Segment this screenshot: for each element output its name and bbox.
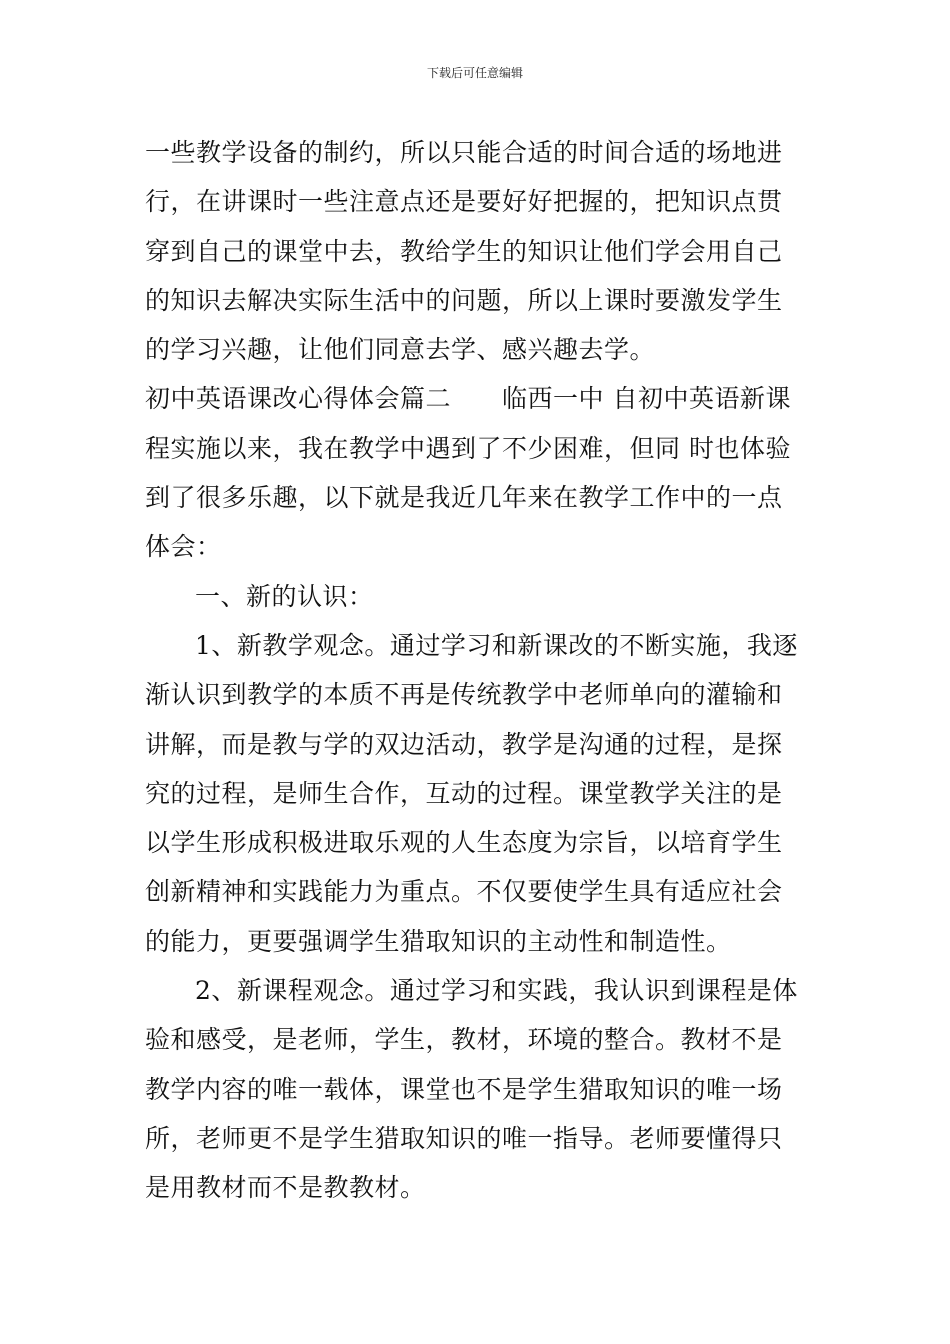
text-line: 程实施以来，我在教学中遇到了不少困难，但同 时也体验: [145, 433, 791, 463]
text-line: 的能力，更要强调学生猎取知识的主动性和制造性。: [145, 926, 732, 956]
text-line: 初中英语课改心得体会篇二 临西一中 自初中英语新课: [145, 384, 791, 414]
document-body: [145, 128, 807, 1213]
text-line: 究的过程，是师生合作，互动的过程。课堂教学关注的是: [145, 778, 783, 808]
text-line: 穿到自己的课堂中去，教给学生的知识让他们学会用自己: [145, 236, 783, 266]
text-line: 以学生形成积极进取乐观的人生态度为宗旨，以培育学生: [145, 828, 783, 858]
text-line: 所，老师更不是学生猎取知识的唯一指导。老师要懂得只: [145, 1123, 783, 1153]
text-line: 一些教学设备的制约，所以只能合适的时间合适的场地进: [145, 138, 783, 167]
text-line: 到了很多乐趣，以下就是我近几年来在教学工作中的一点: [145, 483, 783, 513]
text-line: 是用教材而不是教教材。: [145, 1173, 426, 1203]
text-line: 讲解，而是教与学的双边活动，教学是沟通的过程，是探: [145, 729, 783, 759]
text-line: 1、新教学观念。通过学习和新课改的不断实施，我逐: [195, 630, 798, 660]
text-line: 的知识去解决实际生活中的问题，所以上课时要激发学生: [145, 285, 783, 315]
text-line: 体会：: [145, 532, 222, 562]
text-line: 验和感受，是老师，学生，教材，环境的整合。教材不是: [145, 1025, 783, 1055]
text-line: 教学内容的唯一载体，课堂也不是学生猎取知识的唯一场: [145, 1074, 783, 1104]
text-line: 的学习兴趣，让他们同意去学、感兴趣去学。: [145, 335, 656, 365]
paragraph: [145, 966, 807, 1212]
section-heading: 一、新的认识：: [195, 581, 374, 611]
paragraph: [145, 572, 807, 621]
text-line: 创新精神和实践能力为重点。不仅要使学生具有适应社会: [145, 877, 783, 907]
text-line: 2、新课程观念。通过学习和实践，我认识到课程是体: [195, 976, 798, 1006]
text-line: 渐认识到教学的本质不再是传统教学中老师单向的灌输和: [145, 680, 783, 710]
paragraph: [145, 128, 807, 374]
page-header: 下载后可任意编辑: [426, 66, 523, 80]
paragraph: [145, 374, 807, 571]
paragraph: [145, 621, 807, 966]
text-line: 行，在讲课时一些注意点还是要好好把握的，把知识点贯: [145, 187, 783, 217]
